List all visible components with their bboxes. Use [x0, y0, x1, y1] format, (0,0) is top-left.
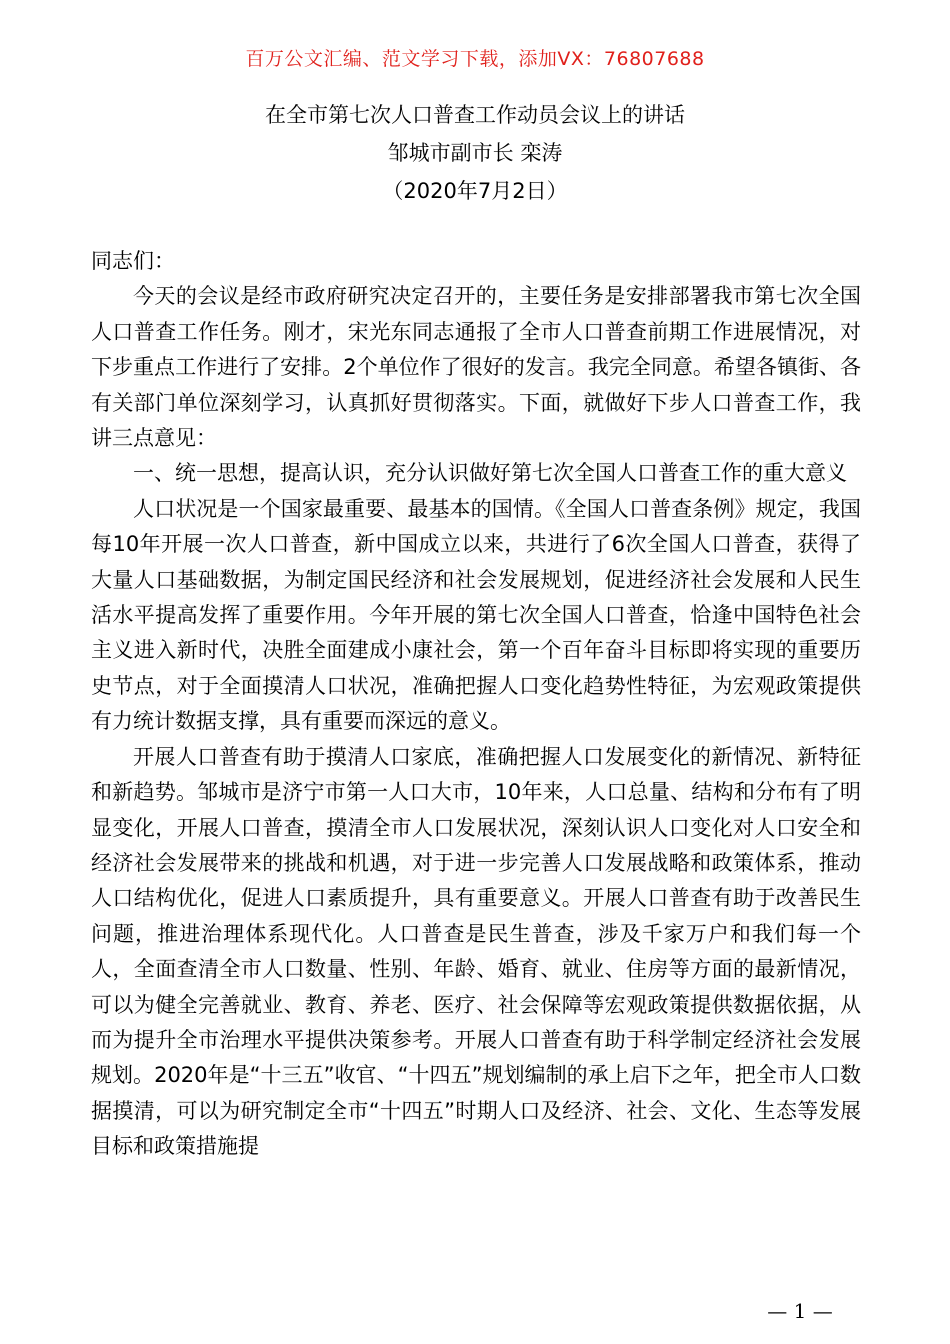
paragraph-intro: 今天的会议是经市政府研究决定召开的，主要任务是安排部署我市第七次全国人口普查工作任务。刚才，宋光东同志通报了全市人口普查前期工作进展情况，对下步重点工作进行了安排。2个单位作了很好的发言。我完全同意。希望各镇街、各有关部门单位深刻学习，认真抓好贯彻落实。下面，就做好下步人口普查工作，我讲三点意见： — [91, 284, 861, 451]
section-heading-1: 一、统一思想，提高认识，充分认识做好第七次全国人口普查工作的重大意义 — [133, 461, 847, 486]
speech-body — [91, 244, 861, 1165]
salutation: 同志们： — [91, 249, 175, 273]
speech-date: （2020年7月2日） — [382, 179, 568, 203]
speech-title: 在全市第七次人口普查工作动员会议上的讲话 — [265, 103, 685, 127]
speech-header — [0, 96, 950, 210]
paragraph-benefits: 开展人口普查有助于摸清人口家底，准确把握人口发展变化的新情况、新特征和新趋势。邹城市是济宁市第一人口大市，10年来，人口总量、结构和分布有了明显变化，开展人口普查，摸清全市人口发展状况，深刻认识人口变化对人口安全和经济社会发展带来的挑战和机遇，对于进一步完善人口发展战略和政策体系，推动人口结构优化，促进人口素质提升，具有重要意义。开展人口普查有助于改善民生问题，推进治理体系现代化。人口普查是民生普查，涉及千家万户和我们每一个人，全面查清全市人口数量、性别、年龄、婚育、就业、住房等方面的最新情况，可以为健全完善就业、教育、养老、医疗、社会保障等宏观政策提供数据依据，从而为提升全市治理水平提供决策参考。开展人口普查有助于科学制定经济社会发展规划。2020年是“十三五”收官、“十四五”规划编制的承上启下之年，把全市人口数据摸清，可以为研究制定全市“十四五”时期人口及经济、社会、文化、生态等发展目标和政策措施提 — [91, 744, 861, 1159]
paragraph-significance: 人口状况是一个国家最重要、最基本的国情。《全国人口普查条例》规定，我国每10年开展一次人口普查，新中国成立以来，共进行了6次全国人口普查，获得了大量人口基础数据，为制定国民经济和社会发展规划，促进经济社会发展和人民生活水平提高发挥了重要作用。今年开展的第七次全国人口普查，恰逢中国特色社会主义进入新时代，决胜全面建成小康社会，第一个百年奋斗目标即将实现的重要历史节点，对于全面摸清人口状况，准确把握人口变化趋势性特征，为宏观政策提供有力统计数据支撑，具有重要而深远的意义。 — [91, 496, 861, 734]
promo-banner: 百万公文汇编、范文学习下载，添加VX：76807688 — [245, 48, 705, 70]
page-number: — 1 — — [767, 1299, 833, 1323]
speaker-line: 邹城市副市长 栾涛 — [387, 141, 563, 165]
